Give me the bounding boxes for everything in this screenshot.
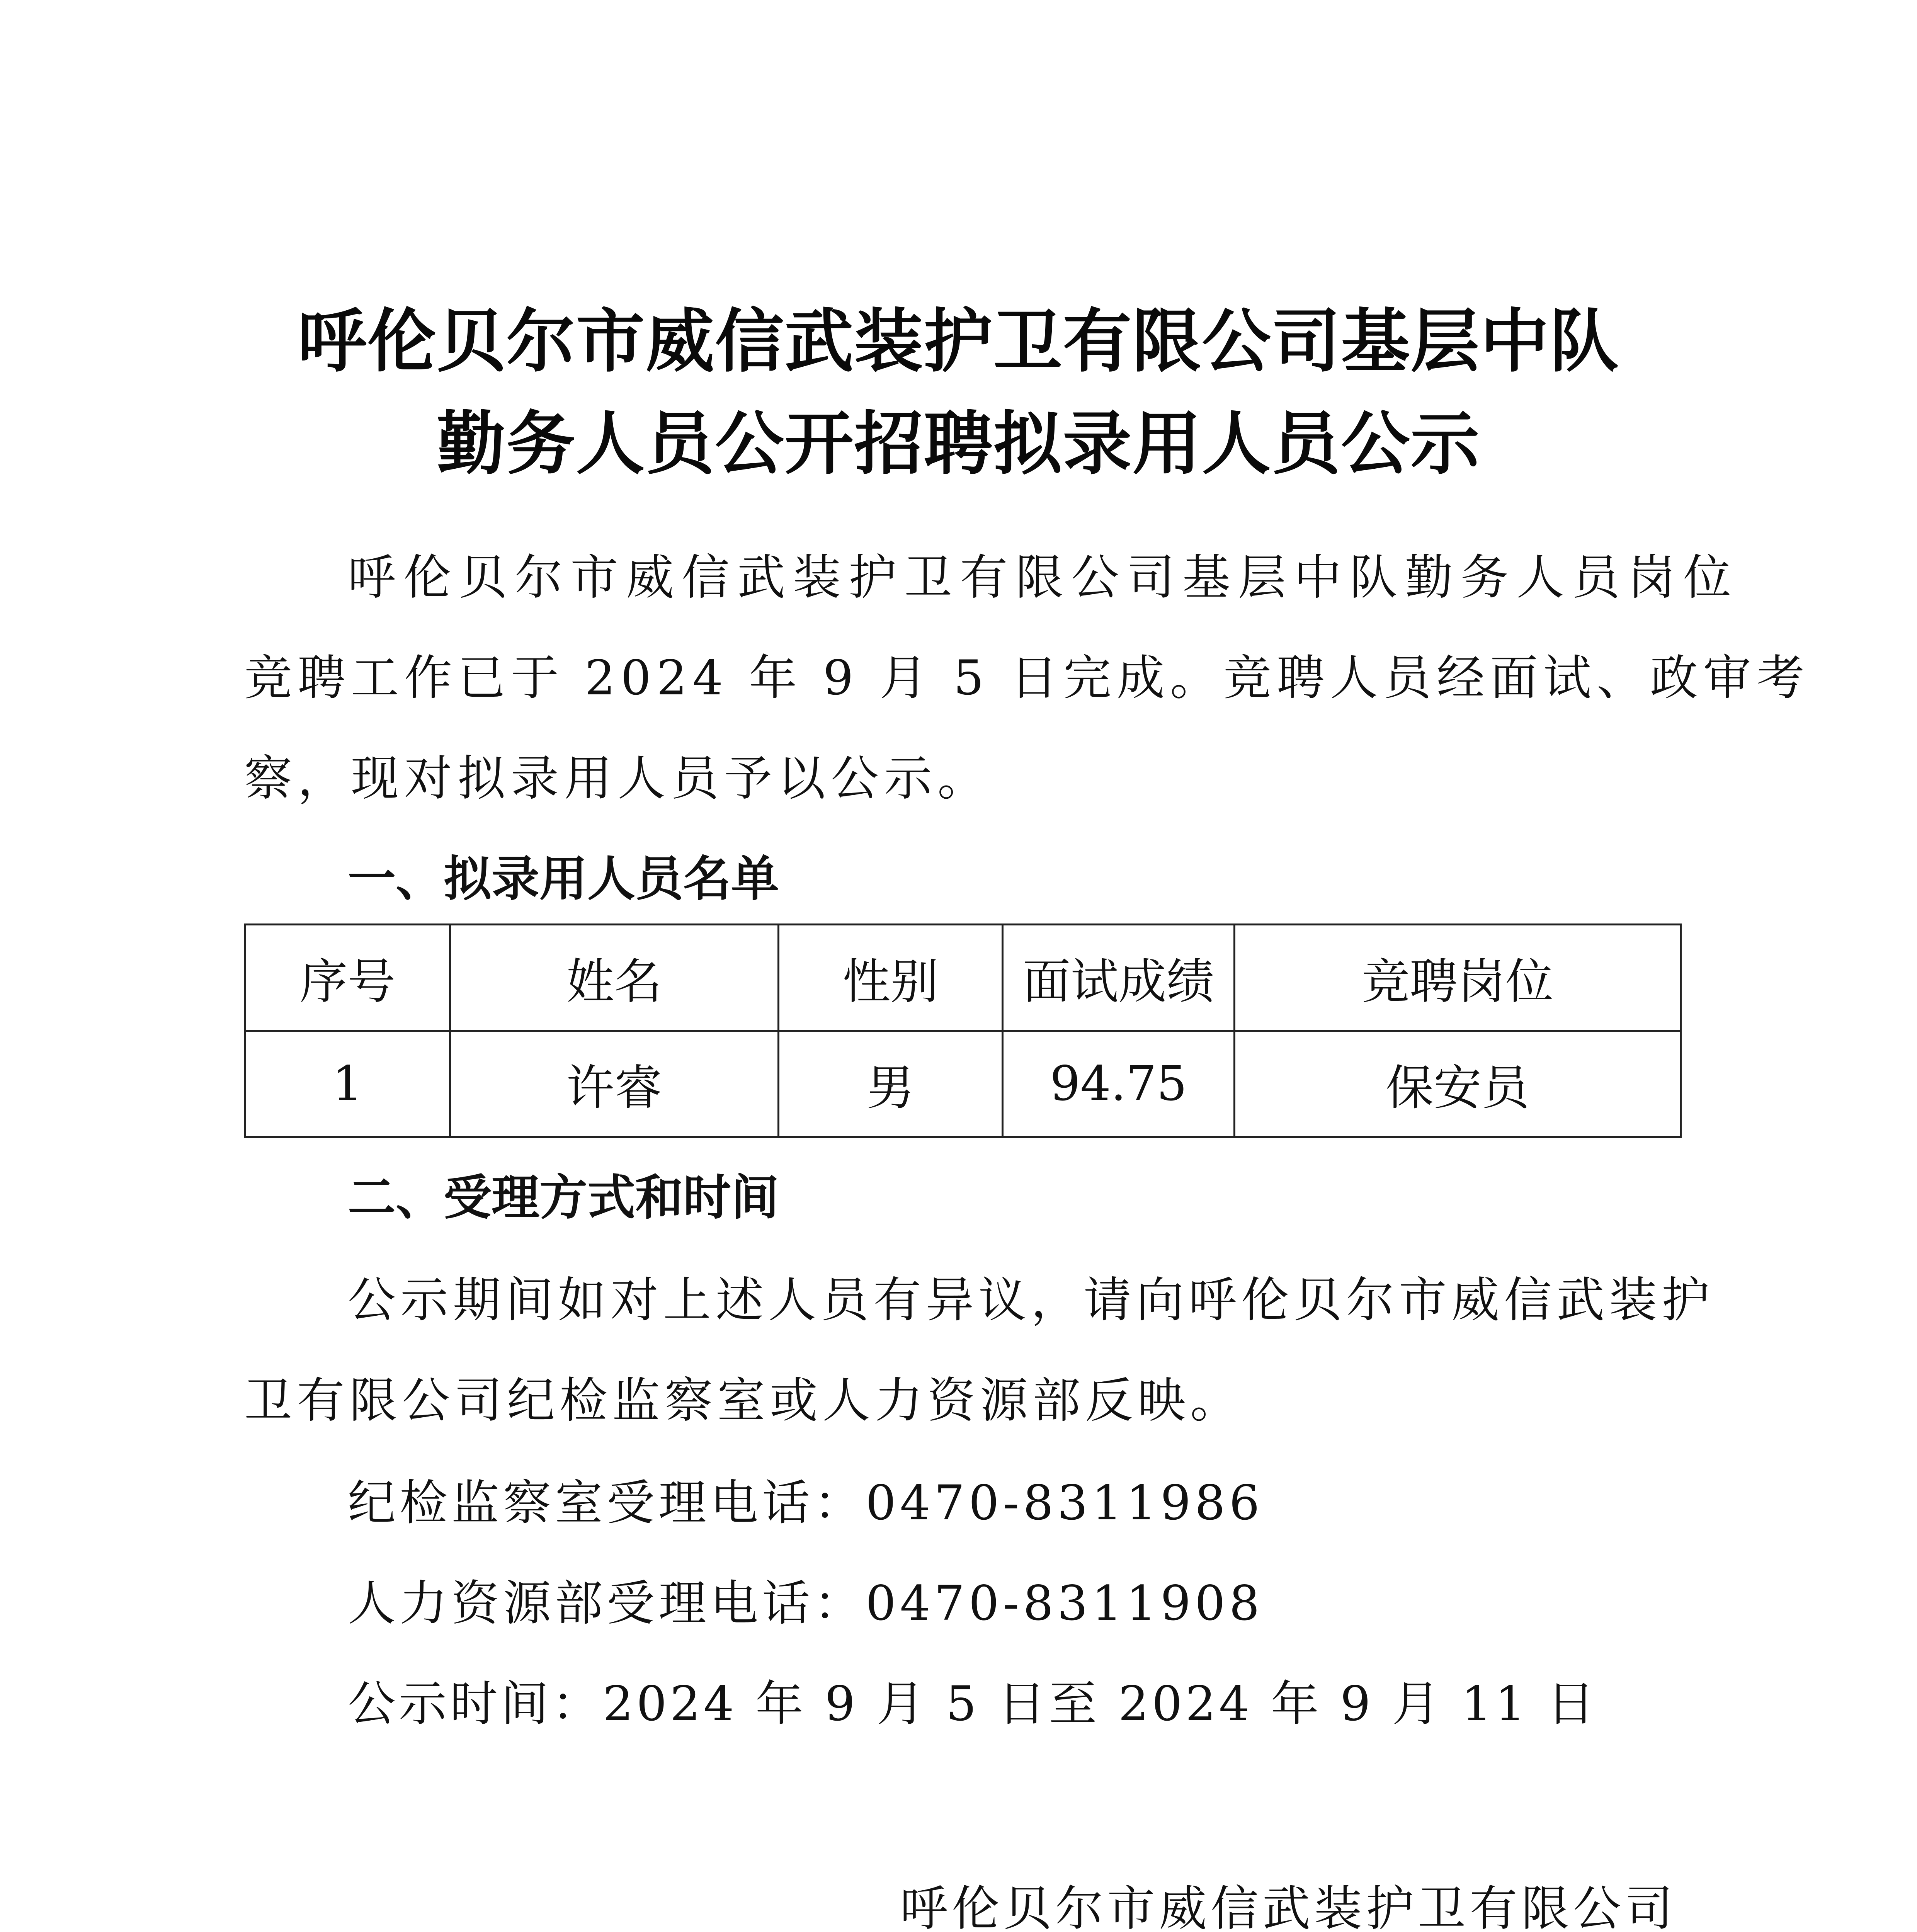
cell-position: 保安员 — [1235, 1031, 1681, 1137]
intro-paragraph-line-1: 呼伦贝尔市威信武装护卫有限公司基层中队勤务人员岗位 — [348, 550, 1739, 605]
publicity-period: 公示时间：2024 年 9 月 5 日至 2024 年 9 月 11 日 — [348, 1676, 1598, 1732]
column-header-gender: 性别 — [779, 925, 1003, 1031]
intro-paragraph-line-2: 竞聘工作已于 2024 年 9 月 5 日完成。竞聘人员经面试、政审考 — [244, 650, 1810, 706]
discipline-office-phone: 纪检监察室受理电话：0470-8311986 — [348, 1475, 1264, 1531]
column-header-name: 姓名 — [450, 925, 779, 1031]
cell-name: 许睿 — [450, 1031, 779, 1137]
signature-organization: 呼伦贝尔市威信武装护卫有限公司 — [900, 1881, 1677, 1932]
hr-department-phone: 人力资源部受理电话：0470-8311908 — [348, 1576, 1264, 1631]
intro-paragraph-line-3: 察，现对拟录用人员予以公示。 — [244, 751, 991, 806]
cell-number: 1 — [245, 1031, 450, 1137]
notice-paragraph-line-1: 公示期间如对上述人员有异议，请向呼伦贝尔市威信武装护 — [348, 1272, 1715, 1328]
column-header-interview-score: 面试成绩 — [1003, 925, 1235, 1031]
notice-paragraph-line-2: 卫有限公司纪检监察室或人力资源部反映。 — [244, 1373, 1243, 1429]
document-title-line-1: 呼伦贝尔市威信武装护卫有限公司基层中队 — [298, 301, 1619, 381]
section-heading-acceptance: 二、受理方式和时间 — [348, 1170, 779, 1226]
column-header-number: 序号 — [245, 925, 450, 1031]
cell-interview-score: 94.75 — [1003, 1031, 1235, 1137]
table-header-row — [245, 925, 1681, 1031]
cell-gender: 男 — [779, 1031, 1003, 1137]
table-row — [245, 1031, 1681, 1137]
document-title-line-2: 勤务人员公开招聘拟录用人员公示 — [437, 404, 1480, 484]
column-header-position: 竞聘岗位 — [1235, 925, 1681, 1031]
section-heading-candidate-list: 一、拟录用人员名单 — [348, 851, 779, 907]
candidate-table — [244, 923, 1682, 1138]
